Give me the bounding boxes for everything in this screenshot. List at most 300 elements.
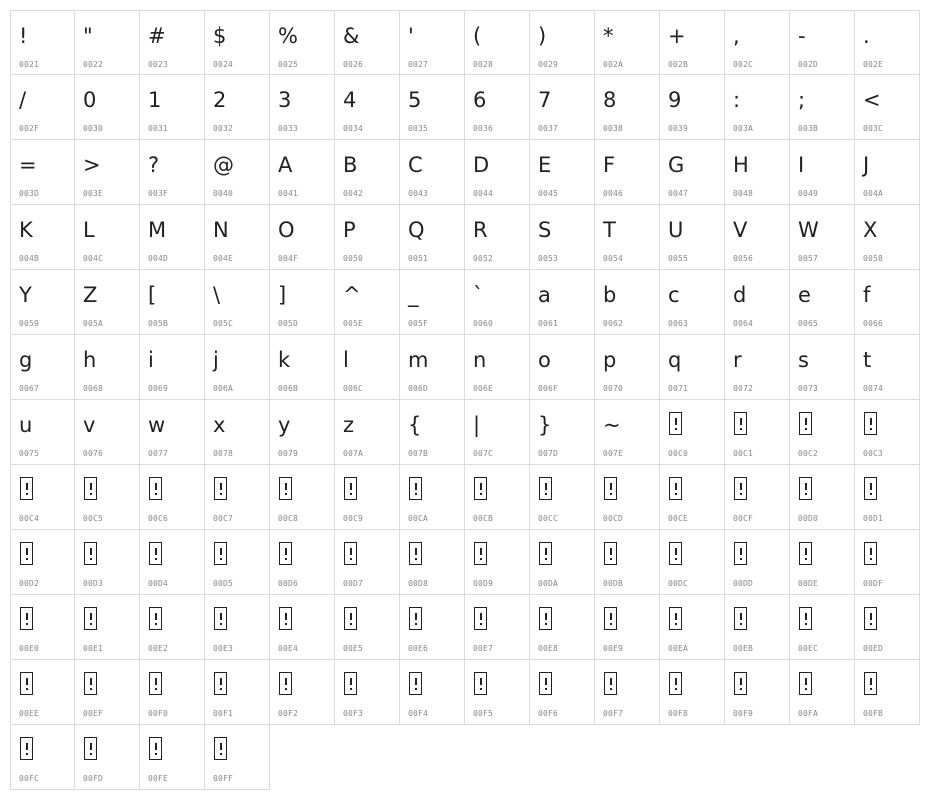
glyph-cell[interactable] — [530, 140, 595, 205]
glyph-codepoint: 002B — [668, 60, 689, 69]
glyph-codepoint: 00CD — [603, 514, 624, 523]
glyph-codepoint: 0068 — [83, 384, 104, 393]
glyph-codepoint: 00C2 — [798, 449, 819, 458]
glyph-cell[interactable] — [530, 205, 595, 270]
glyph-codepoint: 00D4 — [148, 579, 169, 588]
glyph-cell[interactable] — [335, 270, 400, 335]
glyph-cell[interactable] — [205, 140, 270, 205]
glyph-cell[interactable] — [790, 465, 855, 530]
glyph-cell[interactable] — [855, 205, 920, 270]
glyph-cell[interactable] — [335, 465, 400, 530]
glyph-char: 4 — [343, 88, 357, 112]
glyph-cell[interactable] — [205, 335, 270, 400]
missing-glyph-icon — [149, 737, 162, 760]
glyph-cell[interactable] — [465, 75, 530, 140]
glyph-cell[interactable] — [660, 205, 725, 270]
glyph-char: | — [473, 413, 481, 437]
glyph-cell[interactable] — [335, 660, 400, 725]
glyph-codepoint: 004C — [83, 254, 104, 263]
glyph-codepoint: 00C3 — [863, 449, 884, 458]
glyph-codepoint: 00C0 — [668, 449, 689, 458]
glyph-codepoint: 00D2 — [19, 579, 40, 588]
glyph-codepoint: 00E4 — [278, 644, 299, 653]
glyph-cell[interactable] — [75, 465, 140, 530]
glyph-cell[interactable] — [270, 595, 335, 660]
glyph-cell[interactable] — [335, 205, 400, 270]
glyph-codepoint: 005E — [343, 319, 364, 328]
glyph-cell[interactable] — [530, 660, 595, 725]
glyph-char: S — [538, 218, 552, 242]
glyph-cell[interactable] — [725, 595, 790, 660]
glyph-cell[interactable] — [335, 595, 400, 660]
glyph-codepoint: 0026 — [343, 60, 364, 69]
glyph-codepoint: 00F7 — [603, 709, 624, 718]
glyph-codepoint: 006D — [408, 384, 429, 393]
glyph-char: R — [473, 218, 488, 242]
missing-glyph-icon — [669, 672, 682, 695]
glyph-cell[interactable] — [10, 530, 75, 595]
glyph-codepoint: 0036 — [473, 124, 494, 133]
glyph-char: " — [83, 24, 93, 48]
glyph-cell[interactable] — [10, 335, 75, 400]
glyph-cell[interactable] — [660, 140, 725, 205]
glyph-codepoint: 0050 — [343, 254, 364, 263]
glyph-codepoint: 00C1 — [733, 449, 754, 458]
missing-glyph-icon — [669, 542, 682, 565]
glyph-codepoint: 0032 — [213, 124, 234, 133]
glyph-codepoint: 0029 — [538, 60, 559, 69]
glyph-cell[interactable] — [855, 270, 920, 335]
glyph-codepoint: 0021 — [19, 60, 40, 69]
glyph-codepoint: 0024 — [213, 60, 234, 69]
glyph-cell[interactable] — [790, 10, 855, 75]
missing-glyph-icon — [20, 542, 33, 565]
missing-glyph-icon — [20, 477, 33, 500]
glyph-cell[interactable] — [400, 595, 465, 660]
glyph-codepoint: 00DF — [863, 579, 884, 588]
glyph-cell[interactable] — [270, 530, 335, 595]
glyph-codepoint: 0063 — [668, 319, 689, 328]
glyph-codepoint: 0033 — [278, 124, 299, 133]
glyph-char: L — [83, 218, 95, 242]
glyph-cell[interactable] — [75, 270, 140, 335]
glyph-codepoint: 003A — [733, 124, 754, 133]
glyph-codepoint: 00E5 — [343, 644, 364, 653]
glyph-cell[interactable] — [660, 75, 725, 140]
glyph-cell[interactable] — [660, 660, 725, 725]
glyph-codepoint: 0048 — [733, 189, 754, 198]
missing-glyph-icon — [669, 607, 682, 630]
glyph-char: E — [538, 153, 552, 177]
glyph-codepoint: 0075 — [19, 449, 40, 458]
glyph-codepoint: 0059 — [19, 319, 40, 328]
glyph-cell[interactable] — [205, 530, 270, 595]
glyph-cell[interactable] — [10, 660, 75, 725]
glyph-cell[interactable] — [10, 205, 75, 270]
missing-glyph-icon — [279, 477, 292, 500]
glyph-cell[interactable] — [75, 725, 140, 790]
glyph-cell[interactable] — [725, 270, 790, 335]
glyph-codepoint: 00EB — [733, 644, 754, 653]
glyph-cell[interactable] — [595, 75, 660, 140]
glyph-cell[interactable] — [400, 10, 465, 75]
glyph-cell[interactable] — [465, 400, 530, 465]
glyph-char: 5 — [408, 88, 422, 112]
glyph-char: C — [408, 153, 423, 177]
glyph-cell[interactable] — [270, 660, 335, 725]
glyph-cell[interactable] — [855, 465, 920, 530]
glyph-cell[interactable] — [530, 465, 595, 530]
glyph-cell[interactable] — [465, 270, 530, 335]
glyph-char: T — [603, 218, 616, 242]
glyph-cell[interactable] — [530, 270, 595, 335]
missing-glyph-icon — [214, 477, 227, 500]
glyph-codepoint: 007B — [408, 449, 429, 458]
glyph-cell[interactable] — [205, 400, 270, 465]
glyph-cell[interactable] — [10, 465, 75, 530]
glyph-cell[interactable] — [465, 140, 530, 205]
missing-glyph-icon — [669, 477, 682, 500]
glyph-char: H — [733, 153, 749, 177]
glyph-codepoint: 0060 — [473, 319, 494, 328]
glyph-cell[interactable] — [270, 75, 335, 140]
glyph-cell[interactable] — [530, 530, 595, 595]
glyph-codepoint: 0047 — [668, 189, 689, 198]
glyph-codepoint: 00F9 — [733, 709, 754, 718]
glyph-codepoint: 0022 — [83, 60, 104, 69]
glyph-cell[interactable] — [595, 400, 660, 465]
glyph-cell[interactable] — [855, 75, 920, 140]
missing-glyph-icon — [84, 672, 97, 695]
glyph-cell[interactable] — [660, 270, 725, 335]
glyph-char: { — [408, 413, 422, 437]
glyph-cell[interactable] — [725, 400, 790, 465]
glyph-cell[interactable] — [10, 75, 75, 140]
glyph-codepoint: 0023 — [148, 60, 169, 69]
glyph-codepoint: 005D — [278, 319, 299, 328]
glyph-cell[interactable] — [270, 205, 335, 270]
glyph-cell[interactable] — [660, 465, 725, 530]
glyph-cell[interactable] — [270, 400, 335, 465]
glyph-char: / — [19, 88, 27, 112]
glyph-cell[interactable] — [790, 335, 855, 400]
glyph-cell[interactable] — [790, 595, 855, 660]
glyph-cell[interactable] — [205, 270, 270, 335]
glyph-cell[interactable] — [270, 465, 335, 530]
glyph-cell[interactable] — [140, 725, 205, 790]
glyph-cell[interactable] — [335, 140, 400, 205]
glyph-cell[interactable] — [725, 335, 790, 400]
glyph-char: < — [863, 88, 881, 112]
glyph-cell[interactable] — [725, 205, 790, 270]
glyph-codepoint: 0037 — [538, 124, 559, 133]
glyph-cell[interactable] — [335, 335, 400, 400]
glyph-char: \ — [213, 283, 221, 307]
glyph-cell[interactable] — [10, 400, 75, 465]
glyph-codepoint: 004B — [19, 254, 40, 263]
glyph-cell[interactable] — [140, 10, 205, 75]
glyph-codepoint: 005B — [148, 319, 169, 328]
glyph-codepoint: 005C — [213, 319, 234, 328]
glyph-cell[interactable] — [75, 140, 140, 205]
glyph-cell[interactable] — [140, 335, 205, 400]
glyph-char: ( — [473, 24, 482, 48]
glyph-char: j — [213, 348, 219, 372]
glyph-cell[interactable] — [10, 270, 75, 335]
glyph-cell[interactable] — [595, 205, 660, 270]
missing-glyph-icon — [864, 607, 877, 630]
glyph-char: u — [19, 413, 33, 437]
glyph-cell[interactable] — [75, 10, 140, 75]
glyph-codepoint: 00D8 — [408, 579, 429, 588]
glyph-char: o — [538, 348, 551, 372]
missing-glyph-icon — [20, 672, 33, 695]
missing-glyph-icon — [539, 607, 552, 630]
glyph-cell[interactable] — [400, 205, 465, 270]
glyph-cell[interactable] — [855, 335, 920, 400]
glyph-cell[interactable] — [465, 10, 530, 75]
glyph-cell[interactable] — [140, 660, 205, 725]
glyph-cell[interactable] — [400, 400, 465, 465]
glyph-char: Q — [408, 218, 425, 242]
missing-glyph-icon — [864, 412, 877, 435]
glyph-cell[interactable] — [790, 75, 855, 140]
glyph-cell[interactable] — [660, 595, 725, 660]
glyph-cell[interactable] — [595, 140, 660, 205]
glyph-cell[interactable] — [335, 400, 400, 465]
glyph-cell[interactable] — [465, 335, 530, 400]
glyph-cell[interactable] — [205, 725, 270, 790]
glyph-cell[interactable] — [725, 10, 790, 75]
glyph-cell[interactable] — [790, 530, 855, 595]
glyph-char: 2 — [213, 88, 227, 112]
missing-glyph-icon — [474, 477, 487, 500]
missing-glyph-icon — [20, 737, 33, 760]
glyph-codepoint: 0041 — [278, 189, 299, 198]
glyph-cell[interactable] — [270, 10, 335, 75]
glyph-codepoint: 00F2 — [278, 709, 299, 718]
glyph-cell[interactable] — [855, 530, 920, 595]
glyph-char: z — [343, 413, 355, 437]
glyph-cell[interactable] — [205, 205, 270, 270]
glyph-cell[interactable] — [205, 595, 270, 660]
glyph-cell[interactable] — [400, 465, 465, 530]
glyph-cell[interactable] — [660, 530, 725, 595]
glyph-codepoint: 00CF — [733, 514, 754, 523]
glyph-cell[interactable] — [790, 270, 855, 335]
missing-glyph-icon — [539, 672, 552, 695]
glyph-cell[interactable] — [75, 530, 140, 595]
glyph-codepoint: 00DB — [603, 579, 624, 588]
glyph-cell[interactable] — [205, 660, 270, 725]
glyph-codepoint: 002A — [603, 60, 624, 69]
glyph-cell[interactable] — [595, 335, 660, 400]
glyph-cell[interactable] — [595, 10, 660, 75]
glyph-char: w — [148, 413, 166, 437]
glyph-cell[interactable] — [790, 660, 855, 725]
glyph-cell[interactable] — [400, 660, 465, 725]
missing-glyph-icon — [344, 672, 357, 695]
missing-glyph-icon — [864, 477, 877, 500]
glyph-cell[interactable] — [270, 140, 335, 205]
glyph-cell[interactable] — [10, 595, 75, 660]
glyph-char: t — [863, 348, 872, 372]
glyph-char: F — [603, 153, 616, 177]
glyph-cell[interactable] — [790, 400, 855, 465]
glyph-char: Y — [19, 283, 32, 307]
glyph-cell[interactable] — [465, 595, 530, 660]
missing-glyph-icon — [409, 542, 422, 565]
glyph-cell[interactable] — [75, 75, 140, 140]
glyph-char: 6 — [473, 88, 487, 112]
glyph-cell[interactable] — [400, 335, 465, 400]
glyph-char: 8 — [603, 88, 617, 112]
glyph-cell[interactable] — [855, 10, 920, 75]
glyph-cell[interactable] — [400, 140, 465, 205]
glyph-cell[interactable] — [140, 75, 205, 140]
glyph-codepoint: 003D — [19, 189, 40, 198]
glyph-cell[interactable] — [595, 660, 660, 725]
glyph-codepoint: 002C — [733, 60, 754, 69]
glyph-cell[interactable] — [140, 270, 205, 335]
glyph-codepoint: 006F — [538, 384, 559, 393]
missing-glyph-icon — [734, 607, 747, 630]
glyph-char: l — [343, 348, 349, 372]
glyph-cell[interactable] — [790, 205, 855, 270]
glyph-codepoint: 00E7 — [473, 644, 494, 653]
glyph-codepoint: 0031 — [148, 124, 169, 133]
glyph-codepoint: 003C — [863, 124, 884, 133]
glyph-codepoint: 00DD — [733, 579, 754, 588]
glyph-codepoint: 0070 — [603, 384, 624, 393]
glyph-cell[interactable] — [465, 660, 530, 725]
missing-glyph-icon — [799, 477, 812, 500]
glyph-codepoint: 0056 — [733, 254, 754, 263]
glyph-cell[interactable] — [140, 595, 205, 660]
glyph-cell[interactable] — [205, 465, 270, 530]
glyph-codepoint: 0079 — [278, 449, 299, 458]
glyph-cell[interactable] — [790, 140, 855, 205]
glyph-cell[interactable] — [465, 465, 530, 530]
glyph-codepoint: 00E1 — [83, 644, 104, 653]
glyph-cell[interactable] — [530, 10, 595, 75]
glyph-cell[interactable] — [10, 10, 75, 75]
glyph-codepoint: 0057 — [798, 254, 819, 263]
glyph-codepoint: 0066 — [863, 319, 884, 328]
glyph-cell[interactable] — [465, 205, 530, 270]
glyph-cell[interactable] — [400, 75, 465, 140]
glyph-cell[interactable] — [660, 335, 725, 400]
glyph-cell[interactable] — [595, 465, 660, 530]
glyph-grid — [10, 10, 920, 790]
glyph-cell[interactable] — [660, 10, 725, 75]
glyph-cell[interactable] — [75, 660, 140, 725]
glyph-cell[interactable] — [530, 595, 595, 660]
glyph-cell[interactable] — [75, 400, 140, 465]
glyph-codepoint: 00DE — [798, 579, 819, 588]
glyph-codepoint: 00FF — [213, 774, 234, 783]
missing-glyph-icon — [20, 607, 33, 630]
glyph-codepoint: 00FA — [798, 709, 819, 718]
glyph-codepoint: 00EA — [668, 644, 689, 653]
missing-glyph-icon — [214, 737, 227, 760]
missing-glyph-icon — [539, 542, 552, 565]
glyph-char: ^ — [343, 283, 361, 307]
glyph-codepoint: 0062 — [603, 319, 624, 328]
glyph-cell[interactable] — [205, 10, 270, 75]
glyph-cell[interactable] — [855, 595, 920, 660]
glyph-char: a — [538, 283, 551, 307]
glyph-char: U — [668, 218, 684, 242]
glyph-cell[interactable] — [725, 75, 790, 140]
glyph-cell[interactable] — [10, 725, 75, 790]
glyph-cell[interactable] — [530, 335, 595, 400]
glyph-cell[interactable] — [75, 205, 140, 270]
glyph-cell[interactable] — [140, 530, 205, 595]
glyph-cell[interactable] — [465, 530, 530, 595]
glyph-cell[interactable] — [140, 140, 205, 205]
glyph-cell[interactable] — [530, 75, 595, 140]
glyph-cell[interactable] — [335, 10, 400, 75]
glyph-cell[interactable] — [725, 530, 790, 595]
missing-glyph-icon — [604, 542, 617, 565]
glyph-char: X — [863, 218, 878, 242]
glyph-cell[interactable] — [140, 465, 205, 530]
missing-glyph-icon — [734, 672, 747, 695]
glyph-cell[interactable] — [725, 465, 790, 530]
missing-glyph-icon — [734, 412, 747, 435]
glyph-cell[interactable] — [400, 530, 465, 595]
glyph-cell[interactable] — [400, 270, 465, 335]
glyph-cell[interactable] — [855, 660, 920, 725]
glyph-cell[interactable] — [140, 400, 205, 465]
glyph-char: } — [538, 413, 552, 437]
glyph-codepoint: 00F8 — [668, 709, 689, 718]
glyph-char: ? — [148, 153, 160, 177]
glyph-cell[interactable] — [140, 205, 205, 270]
glyph-cell[interactable] — [10, 140, 75, 205]
glyph-codepoint: 0042 — [343, 189, 364, 198]
glyph-cell[interactable] — [725, 140, 790, 205]
glyph-cell[interactable] — [725, 660, 790, 725]
glyph-cell[interactable] — [335, 530, 400, 595]
glyph-char: N — [213, 218, 229, 242]
glyph-codepoint: 005A — [83, 319, 104, 328]
glyph-cell[interactable] — [660, 400, 725, 465]
glyph-char: 3 — [278, 88, 292, 112]
glyph-cell[interactable] — [270, 270, 335, 335]
glyph-cell[interactable] — [595, 530, 660, 595]
glyph-codepoint: 0025 — [278, 60, 299, 69]
glyph-codepoint: 003B — [798, 124, 819, 133]
missing-glyph-icon — [84, 737, 97, 760]
glyph-cell[interactable] — [75, 595, 140, 660]
glyph-codepoint: 00F0 — [148, 709, 169, 718]
glyph-codepoint: 0077 — [148, 449, 169, 458]
glyph-cell[interactable] — [335, 75, 400, 140]
glyph-cell[interactable] — [855, 140, 920, 205]
glyph-char: ) — [538, 24, 547, 48]
glyph-cell[interactable] — [270, 335, 335, 400]
glyph-cell[interactable] — [595, 595, 660, 660]
glyph-cell[interactable] — [855, 400, 920, 465]
glyph-cell[interactable] — [75, 335, 140, 400]
missing-glyph-icon — [604, 672, 617, 695]
glyph-codepoint: 0076 — [83, 449, 104, 458]
glyph-cell[interactable] — [530, 400, 595, 465]
glyph-cell[interactable] — [205, 75, 270, 140]
glyph-cell[interactable] — [595, 270, 660, 335]
